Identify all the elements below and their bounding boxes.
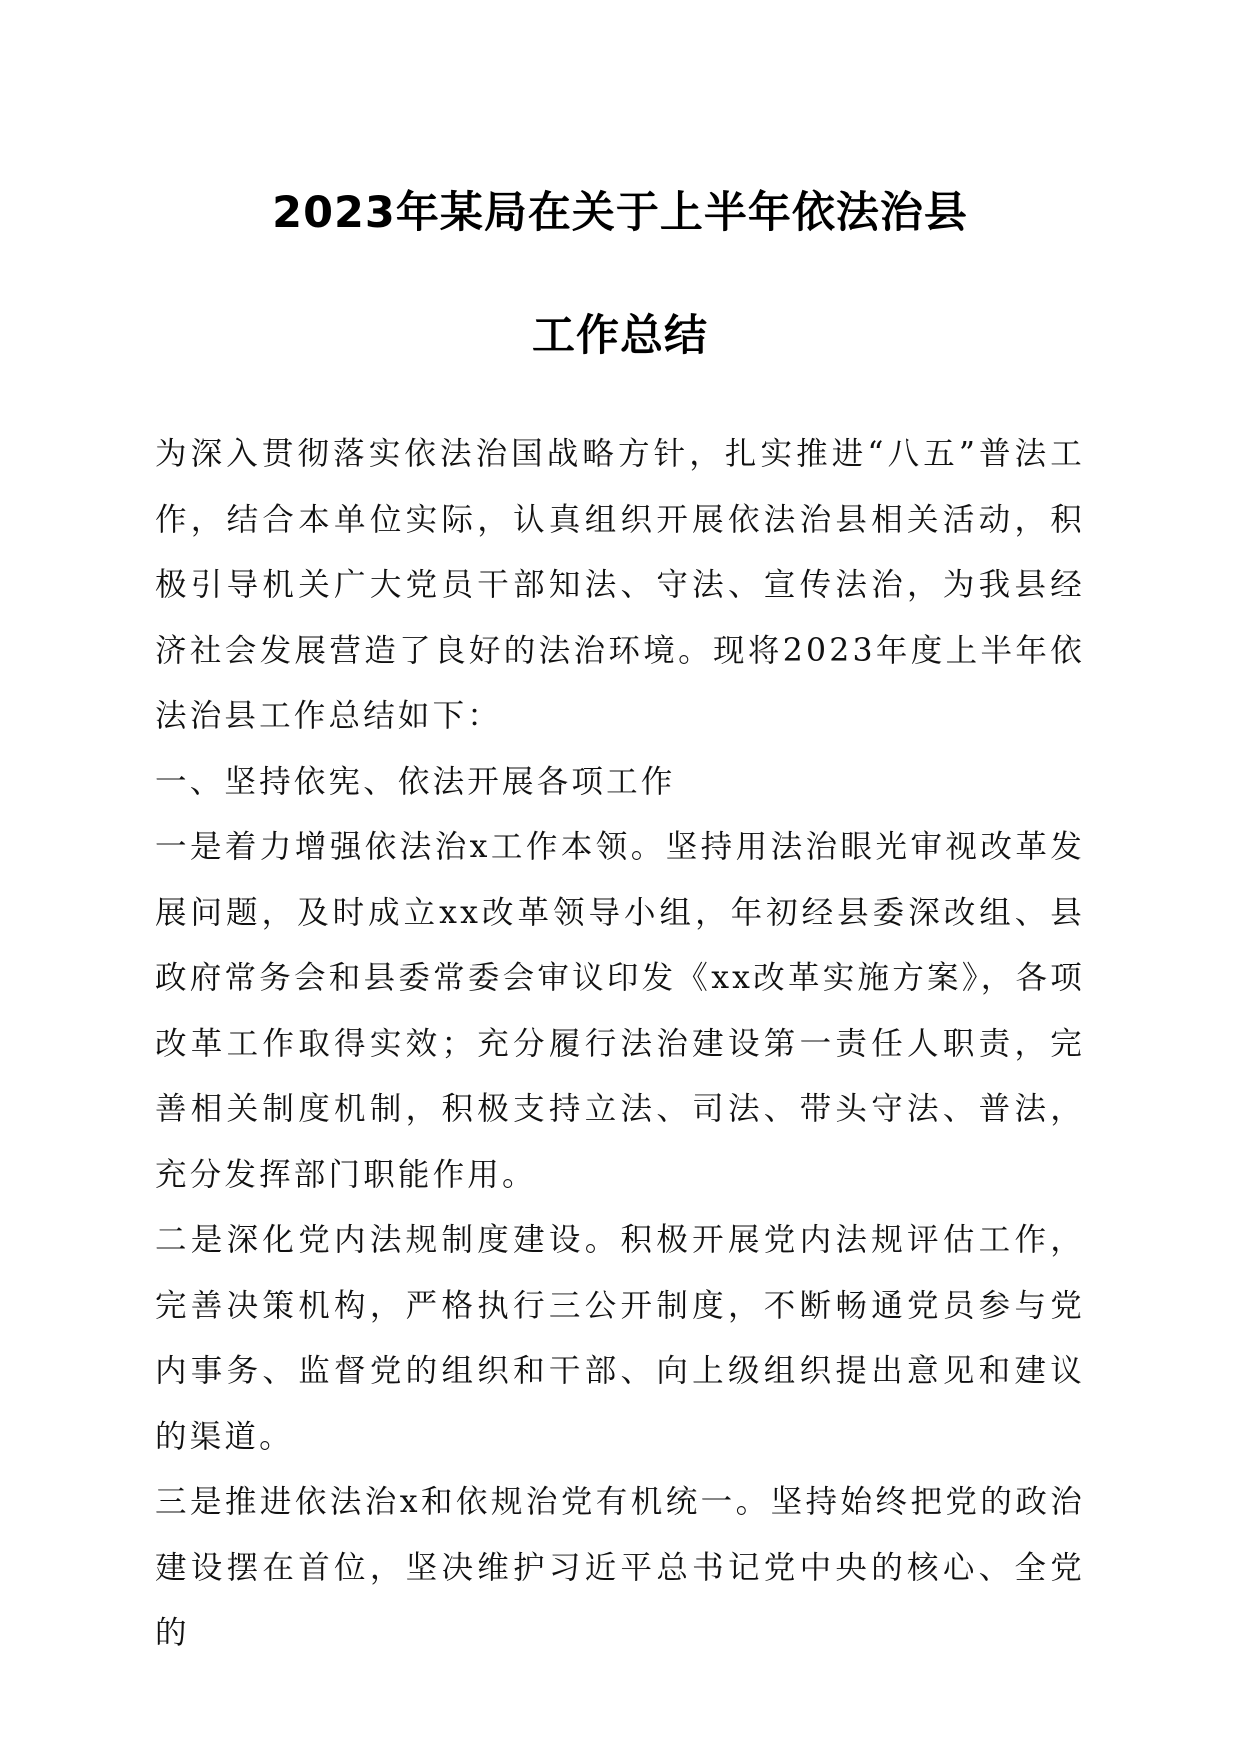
document-title [155, 188, 1085, 361]
paragraph-item-1: 一是着力增强依法治x工作本领。坚持用法治眼光审视改革发展问题，及时成立xx改革领导小组，年初经县委深改组、县政府常务会和县委常委会审议印发《xx改革实施方案》，各项改革工作取得实效；充分履行法治建设第一责任人职责，完善相关制度机制，积极支持立法、司法、带头守法、普法，充分发挥部门职能作用。 [155, 829, 1085, 1193]
document-body [155, 422, 1085, 1667]
title-line-2: 工作总结 [532, 311, 708, 361]
intro-paragraph: 为深入贯彻落实依法治国战略方针，扎实推进“八五”普法工作，结合本单位实际，认真组织开展依法治县相关活动，积极引导机关广大党员干部知法、守法、宣传法治，为我县经济社会发展营造了良好的法治环境。现将2023年度上半年依法治县工作总结如下： [155, 436, 1085, 734]
section-heading-1: 一、坚持依宪、依法开展各项工作 [155, 763, 676, 800]
paragraph-item-2: 二是深化党内法规制度建设。积极开展党内法规评估工作，完善决策机构，严格执行三公开制度，不断畅通党员参与党内事务、监督党的组织和干部、向上级组织提出意见和建议的渠道。 [155, 1222, 1085, 1455]
title-line-1: 2023年某局在关于上半年依法治县 [272, 188, 968, 238]
paragraph-item-3: 三是推进依法治x和依规治党有机统一。坚持始终把党的政治建设摆在首位，坚决维护习近平总书记党中央的核心、全党的 [155, 1484, 1085, 1651]
